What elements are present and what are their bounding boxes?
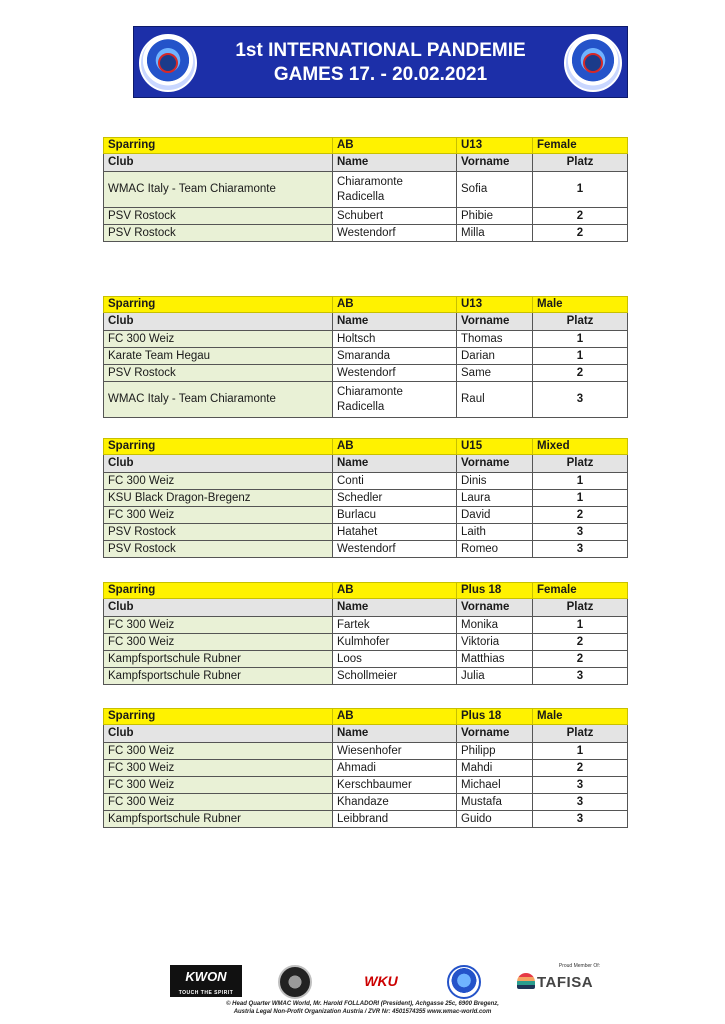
- vorname-cell: Milla: [457, 225, 533, 242]
- club-cell: FC 300 Weiz: [104, 777, 333, 794]
- club-cell: FC 300 Weiz: [104, 760, 333, 777]
- name-cell: Schedler: [333, 490, 457, 507]
- table-row: [104, 208, 628, 225]
- club-cell: Karate Team Hegau: [104, 348, 333, 365]
- club-cell: FC 300 Weiz: [104, 507, 333, 524]
- platz-cell: 2: [533, 760, 628, 777]
- platz-cell: 2: [533, 208, 628, 225]
- club-cell: PSV Rostock: [104, 524, 333, 541]
- vorname-cell: Mahdi: [457, 760, 533, 777]
- column-header-platz: Platz: [533, 154, 628, 172]
- club-cell: FC 300 Weiz: [104, 331, 333, 348]
- table-row: [104, 651, 628, 668]
- tafisa-sun-icon: [517, 973, 535, 989]
- gender-label: Male: [533, 709, 628, 725]
- name-cell: Fartek: [333, 617, 457, 634]
- table-row: [104, 634, 628, 651]
- column-header-platz: Platz: [533, 599, 628, 617]
- platz-cell: 1: [533, 617, 628, 634]
- wku-logo: WKU: [364, 973, 398, 989]
- section-header-row: [104, 709, 628, 725]
- name-cell: Chiaramonte Radicella: [333, 172, 457, 208]
- platz-cell: 3: [533, 668, 628, 685]
- gender-label: Female: [533, 583, 628, 599]
- header-banner: [133, 26, 628, 98]
- wmac-globe-logo-footer: [447, 965, 481, 999]
- column-header-club: Club: [104, 154, 333, 172]
- gender-label: Male: [533, 297, 628, 313]
- results-table: [103, 137, 628, 242]
- title-line-2: GAMES 17. - 20.02.2021: [273, 64, 488, 85]
- platz-cell: 2: [533, 634, 628, 651]
- table-row: [104, 760, 628, 777]
- platz-cell: 1: [533, 490, 628, 507]
- vorname-cell: Monika: [457, 617, 533, 634]
- tafisa-name: TAFISA: [537, 974, 594, 991]
- column-header-vorname: Vorname: [457, 599, 533, 617]
- column-header-row: [104, 455, 628, 473]
- platz-cell: 1: [533, 331, 628, 348]
- age-category-label: U13: [457, 297, 533, 313]
- vorname-cell: Mustafa: [457, 794, 533, 811]
- platz-cell: 3: [533, 811, 628, 828]
- section-header-row: [104, 297, 628, 313]
- vorname-cell: Thomas: [457, 331, 533, 348]
- table-row: [104, 524, 628, 541]
- table-row: [104, 348, 628, 365]
- name-cell: Westendorf: [333, 365, 457, 382]
- vorname-cell: Guido: [457, 811, 533, 828]
- club-cell: PSV Rostock: [104, 225, 333, 242]
- club-cell: FC 300 Weiz: [104, 634, 333, 651]
- table-row: [104, 541, 628, 558]
- level-label: AB: [333, 297, 457, 313]
- name-cell: Hatahet: [333, 524, 457, 541]
- vorname-cell: Matthias: [457, 651, 533, 668]
- club-cell: PSV Rostock: [104, 541, 333, 558]
- table-row: [104, 507, 628, 524]
- column-header-name: Name: [333, 313, 457, 331]
- column-header-name: Name: [333, 455, 457, 473]
- column-header-club: Club: [104, 455, 333, 473]
- vorname-cell: Julia: [457, 668, 533, 685]
- table-row: [104, 794, 628, 811]
- name-cell: Schollmeier: [333, 668, 457, 685]
- wmac-globe-logo-left: [139, 34, 197, 92]
- results-table: [103, 296, 628, 418]
- age-category-label: Plus 18: [457, 709, 533, 725]
- column-header-row: [104, 313, 628, 331]
- name-cell: Smaranda: [333, 348, 457, 365]
- club-cell: FC 300 Weiz: [104, 473, 333, 490]
- table-row: [104, 617, 628, 634]
- name-cell: Holtsch: [333, 331, 457, 348]
- gender-label: Mixed: [533, 439, 628, 455]
- column-header-platz: Platz: [533, 313, 628, 331]
- column-header-name: Name: [333, 599, 457, 617]
- name-cell: Loos: [333, 651, 457, 668]
- platz-cell: 2: [533, 651, 628, 668]
- club-cell: FC 300 Weiz: [104, 617, 333, 634]
- vorname-cell: Phibie: [457, 208, 533, 225]
- club-cell: WMAC Italy - Team Chiaramonte: [104, 382, 333, 418]
- results-table: [103, 582, 628, 685]
- column-header-vorname: Vorname: [457, 455, 533, 473]
- discipline-label: Sparring: [104, 439, 333, 455]
- footer-line-2: Austria Legal Non-Profit Organization Austria / ZVR Nr: 4501574355 www.wmac-world.com: [233, 1009, 492, 1015]
- column-header-vorname: Vorname: [457, 725, 533, 743]
- table-row: [104, 172, 628, 208]
- name-cell: Westendorf: [333, 225, 457, 242]
- platz-cell: 3: [533, 777, 628, 794]
- kwon-logo-text: KWON: [185, 969, 227, 984]
- vorname-cell: Raul: [457, 382, 533, 418]
- results-table: [103, 438, 628, 558]
- wmac-emblem-logo: [278, 965, 312, 999]
- club-cell: WMAC Italy - Team Chiaramonte: [104, 172, 333, 208]
- column-header-row: [104, 725, 628, 743]
- footer-logos: [170, 965, 600, 999]
- age-category-label: Plus 18: [457, 583, 533, 599]
- level-label: AB: [333, 583, 457, 599]
- vorname-cell: Viktoria: [457, 634, 533, 651]
- table-row: [104, 331, 628, 348]
- level-label: AB: [333, 439, 457, 455]
- platz-cell: 1: [533, 172, 628, 208]
- platz-cell: 1: [533, 348, 628, 365]
- name-cell: Schubert: [333, 208, 457, 225]
- table-row: [104, 668, 628, 685]
- platz-cell: 3: [533, 541, 628, 558]
- column-header-platz: Platz: [533, 725, 628, 743]
- vorname-cell: Sofia: [457, 172, 533, 208]
- vorname-cell: Laith: [457, 524, 533, 541]
- column-header-row: [104, 599, 628, 617]
- platz-cell: 2: [533, 225, 628, 242]
- results-table: [103, 708, 628, 828]
- platz-cell: 3: [533, 794, 628, 811]
- page-title: [204, 39, 557, 87]
- vorname-cell: Michael: [457, 777, 533, 794]
- club-cell: Kampfsportschule Rubner: [104, 668, 333, 685]
- footer-line-1: © Head Quarter WMAC World, Mr. Harold FOLLADORI (President), Achgasse 25c, 6900 Bregenz,: [226, 1001, 499, 1007]
- column-header-row: [104, 154, 628, 172]
- discipline-label: Sparring: [104, 709, 333, 725]
- column-header-platz: Platz: [533, 455, 628, 473]
- platz-cell: 3: [533, 382, 628, 418]
- age-category-label: U15: [457, 439, 533, 455]
- club-cell: PSV Rostock: [104, 365, 333, 382]
- platz-cell: 1: [533, 743, 628, 760]
- discipline-label: Sparring: [104, 297, 333, 313]
- table-row: [104, 225, 628, 242]
- age-category-label: U13: [457, 138, 533, 154]
- column-header-vorname: Vorname: [457, 313, 533, 331]
- wmac-globe-logo-right: [564, 34, 622, 92]
- section-header-row: [104, 583, 628, 599]
- column-header-vorname: Vorname: [457, 154, 533, 172]
- column-header-club: Club: [104, 725, 333, 743]
- vorname-cell: Darian: [457, 348, 533, 365]
- name-cell: Wiesenhofer: [333, 743, 457, 760]
- table-row: [104, 490, 628, 507]
- kwon-logo: [170, 965, 242, 997]
- name-cell: Khandaze: [333, 794, 457, 811]
- club-cell: FC 300 Weiz: [104, 743, 333, 760]
- name-cell: Burlacu: [333, 507, 457, 524]
- club-cell: Kampfsportschule Rubner: [104, 811, 333, 828]
- table-row: [104, 365, 628, 382]
- table-row: [104, 382, 628, 418]
- vorname-cell: Philipp: [457, 743, 533, 760]
- tafisa-proud-member: Proud Member Of:: [558, 963, 600, 969]
- vorname-cell: Dinis: [457, 473, 533, 490]
- name-cell: Westendorf: [333, 541, 457, 558]
- discipline-label: Sparring: [104, 138, 333, 154]
- table-row: [104, 811, 628, 828]
- platz-cell: 3: [533, 524, 628, 541]
- name-cell: Ahmadi: [333, 760, 457, 777]
- column-header-club: Club: [104, 599, 333, 617]
- platz-cell: 2: [533, 365, 628, 382]
- club-cell: PSV Rostock: [104, 208, 333, 225]
- level-label: AB: [333, 138, 457, 154]
- vorname-cell: Romeo: [457, 541, 533, 558]
- column-header-name: Name: [333, 154, 457, 172]
- kwon-logo-tagline: TOUCH THE SPIRIT: [178, 990, 234, 996]
- vorname-cell: Laura: [457, 490, 533, 507]
- club-cell: Kampfsportschule Rubner: [104, 651, 333, 668]
- section-header-row: [104, 439, 628, 455]
- name-cell: Leibbrand: [333, 811, 457, 828]
- club-cell: KSU Black Dragon-Bregenz: [104, 490, 333, 507]
- name-cell: Chiaramonte Radicella: [333, 382, 457, 418]
- name-cell: Conti: [333, 473, 457, 490]
- name-cell: Kulmhofer: [333, 634, 457, 651]
- gender-label: Female: [533, 138, 628, 154]
- name-cell: Kerschbaumer: [333, 777, 457, 794]
- level-label: AB: [333, 709, 457, 725]
- table-row: [104, 743, 628, 760]
- vorname-cell: Same: [457, 365, 533, 382]
- column-header-name: Name: [333, 725, 457, 743]
- column-header-club: Club: [104, 313, 333, 331]
- section-header-row: [104, 138, 628, 154]
- title-line-1: 1st INTERNATIONAL PANDEMIE: [235, 40, 526, 61]
- table-row: [104, 473, 628, 490]
- platz-cell: 2: [533, 507, 628, 524]
- tafisa-logo: [515, 965, 600, 997]
- footer-text: [0, 1000, 725, 1016]
- club-cell: FC 300 Weiz: [104, 794, 333, 811]
- table-row: [104, 777, 628, 794]
- vorname-cell: David: [457, 507, 533, 524]
- platz-cell: 1: [533, 473, 628, 490]
- discipline-label: Sparring: [104, 583, 333, 599]
